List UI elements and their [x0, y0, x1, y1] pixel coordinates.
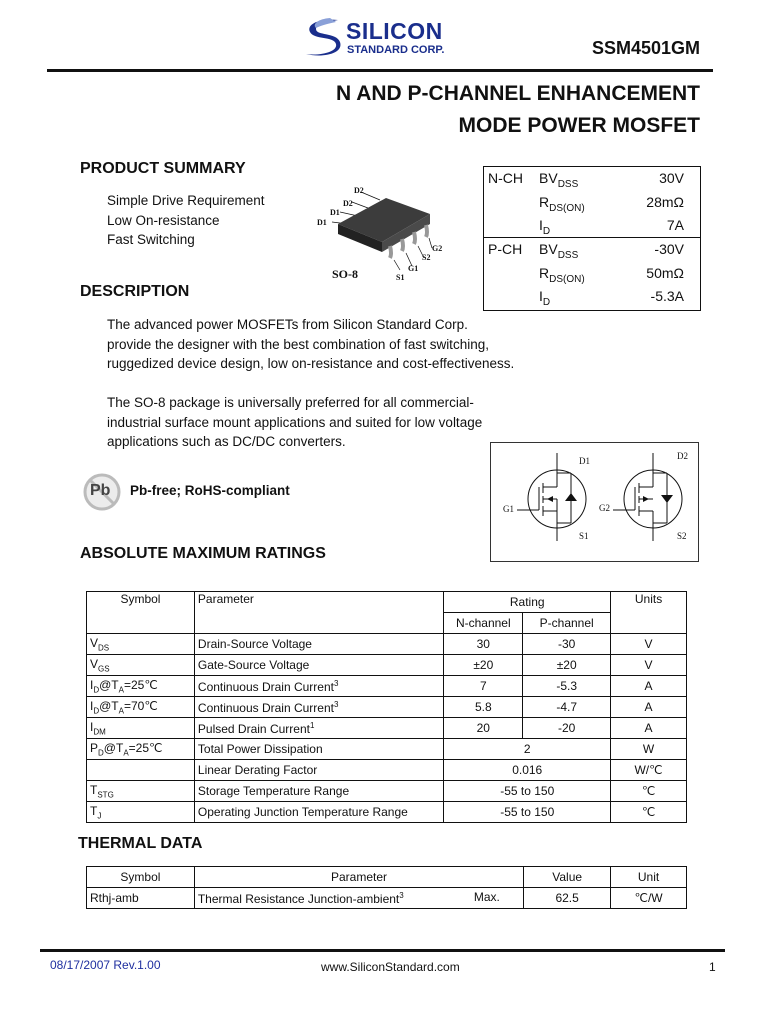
schematic-label-s1: S1	[579, 531, 589, 541]
company-logo	[300, 16, 465, 60]
thermal-table	[86, 866, 687, 909]
row-parameter: Thermal Resistance Junction-ambient$^3$ Max.	[194, 888, 523, 909]
feature-item: Low On-resistance	[107, 212, 220, 228]
row-max-label: Max.	[473, 890, 500, 904]
table-row	[87, 676, 687, 697]
pin-label: G2	[432, 244, 443, 253]
footer-date: 08/17/2007 Rev.1.00	[50, 958, 161, 972]
row-symbol: $I_{DM}$	[87, 718, 195, 739]
summary-value: -5.3A	[650, 288, 684, 304]
schematic-label-d2: D2	[677, 451, 688, 461]
text-line: industrial surface mount applications and suited for low voltage	[107, 414, 483, 430]
col-header-parameter: Parameter	[194, 592, 443, 634]
row-n-value: ±20	[444, 655, 523, 676]
col-header-parameter: Parameter	[194, 867, 523, 888]
text-line: applications such as DC/DC converters.	[107, 434, 346, 449]
pin-label: D2	[354, 186, 364, 195]
row-symbol: $T_{STG}$	[87, 781, 195, 802]
pin-label: D1	[330, 208, 340, 217]
col-header-units: Units	[611, 592, 687, 634]
row-parameter: Gate-Source Voltage	[194, 655, 443, 676]
row-parameter: Linear Derating Factor	[194, 760, 443, 781]
text-line: The SO-8 package is universally preferred for all commercial-	[107, 395, 474, 410]
channel-label: N-CH	[488, 170, 523, 186]
row-p-value: -5.3	[523, 676, 611, 697]
product-summary-table	[483, 166, 701, 311]
summary-symbol: $BV_{DSS}$	[539, 170, 579, 190]
col-header-n-channel: N-channel	[444, 613, 523, 634]
schematic-label-g1: G1	[503, 504, 514, 514]
pb-free-icon	[82, 472, 122, 512]
table-header-row	[87, 867, 687, 888]
row-symbol: $I_D@T_A=25℃$	[87, 676, 195, 697]
mosfet-schematic	[490, 442, 699, 562]
row-symbol	[87, 760, 195, 781]
schematic-label-d1: D1	[579, 456, 590, 466]
summary-value: 28mΩ	[646, 194, 684, 210]
pb-icon-text: Pb	[90, 482, 111, 499]
row-value: -55 to 150	[444, 781, 611, 802]
summary-row	[484, 265, 700, 289]
schematic-label-s2: S2	[677, 531, 687, 541]
part-number: SSM4501GM	[591, 38, 700, 58]
summary-row	[484, 170, 700, 194]
row-parameter: Pulsed Drain Current$^1$	[194, 718, 443, 739]
col-header-symbol: Symbol	[87, 867, 195, 888]
text-line: The advanced power MOSFETs from Silicon Standard Corp.	[107, 317, 468, 332]
summary-row	[484, 194, 700, 218]
summary-symbol: $I_D$	[539, 288, 551, 308]
summary-row	[484, 241, 700, 265]
footer-page-number: 1	[709, 960, 716, 974]
row-value: -55 to 150	[444, 802, 611, 823]
row-p-value: -20	[523, 718, 611, 739]
summary-symbol: $R_{DS(ON)}$	[539, 265, 585, 285]
feature-list	[107, 191, 265, 250]
table-row	[87, 781, 687, 802]
row-unit: W	[611, 739, 687, 760]
footer-url: www.SiliconStandard.com	[321, 960, 460, 974]
abs-max-heading: ABSOLUTE MAXIMUM RATINGS	[80, 545, 326, 562]
row-symbol: $V_{DS}$	[87, 634, 195, 655]
row-p-value: -4.7	[523, 697, 611, 718]
pin-label: G1	[408, 264, 419, 273]
row-unit: A	[611, 718, 687, 739]
summary-value: 30V	[659, 170, 684, 186]
row-parameter: Drain-Source Voltage	[194, 634, 443, 655]
description-heading: DESCRIPTION	[80, 283, 190, 300]
row-parameter: Continuous Drain Current$^3$	[194, 697, 443, 718]
row-symbol: Rthj-amb	[87, 888, 195, 909]
logo-main-text: SILICON	[346, 18, 443, 44]
text-line: ruggedized device design, low on-resistance and cost-effectiveness.	[107, 356, 515, 371]
product-summary-heading: PRODUCT SUMMARY	[80, 160, 246, 177]
row-p-value: -30	[523, 634, 611, 655]
row-unit: V	[611, 655, 687, 676]
logo-sub-text: STANDARD CORP.	[347, 44, 445, 56]
table-row	[87, 634, 687, 655]
pb-free-label: Pb-free; RoHS-compliant	[130, 483, 290, 498]
row-unit: ℃/W	[611, 888, 687, 909]
col-header-rating: Rating	[444, 592, 611, 613]
pin-label: S2	[422, 253, 431, 262]
row-value: 0.016	[444, 760, 611, 781]
channel-label: P-CH	[488, 241, 523, 257]
pin-label: D2	[343, 199, 353, 208]
schematic-label-g2: G2	[599, 503, 610, 513]
row-parameter: Continuous Drain Current$^3$	[194, 676, 443, 697]
row-n-value: 5.8	[444, 697, 523, 718]
row-value: 62.5	[524, 888, 611, 909]
thermal-heading: THERMAL DATA	[78, 835, 203, 852]
row-parameter: Operating Junction Temperature Range	[194, 802, 443, 823]
pin-label: S1	[396, 273, 405, 282]
row-unit: ℃	[611, 802, 687, 823]
row-unit: V	[611, 634, 687, 655]
row-unit: A	[611, 697, 687, 718]
footer-rule	[40, 949, 725, 952]
col-header-value: Value	[524, 867, 611, 888]
table-row	[87, 718, 687, 739]
description-paragraph-1	[107, 315, 514, 374]
summary-value: 7A	[666, 217, 684, 233]
page-title-line1: N AND P-CHANNEL ENHANCEMENT	[335, 82, 700, 105]
row-n-value: 30	[444, 634, 523, 655]
col-header-symbol: Symbol	[87, 592, 195, 634]
summary-value: -30V	[654, 241, 684, 257]
row-n-value: 7	[444, 676, 523, 697]
row-unit: ℃	[611, 781, 687, 802]
col-header-p-channel: P-channel	[523, 613, 611, 634]
row-parameter: Storage Temperature Range	[194, 781, 443, 802]
page-title-line2: MODE POWER MOSFET	[458, 114, 700, 137]
table-row	[87, 655, 687, 676]
table-row	[87, 760, 687, 781]
summary-symbol: $R_{DS(ON)}$	[539, 194, 585, 214]
feature-item: Fast Switching	[107, 232, 195, 247]
table-row	[87, 697, 687, 718]
header-rule	[47, 69, 713, 72]
row-symbol: $V_{GS}$	[87, 655, 195, 676]
row-n-value: 20	[444, 718, 523, 739]
table-header-row	[87, 592, 687, 613]
row-symbol: $I_D@T_A=70℃$	[87, 697, 195, 718]
row-p-value: ±20	[523, 655, 611, 676]
table-row	[87, 739, 687, 760]
row-symbol: $P_D@T_A=25℃$	[87, 739, 195, 760]
row-value: 2	[444, 739, 611, 760]
description-paragraph-2	[107, 393, 482, 452]
col-header-unit: Unit	[611, 867, 687, 888]
summary-symbol: $BV_{DSS}$	[539, 241, 579, 261]
row-symbol: $T_J$	[87, 802, 195, 823]
summary-row	[484, 288, 700, 312]
text-line: provide the designer with the best combination of fast switching,	[107, 336, 489, 352]
package-label: SO-8	[332, 267, 359, 281]
summary-value: 50mΩ	[646, 265, 684, 281]
row-unit: W/℃	[611, 760, 687, 781]
summary-symbol: $I_D$	[539, 217, 551, 237]
table-row	[87, 888, 687, 909]
table-row	[87, 802, 687, 823]
so8-package-image	[314, 180, 454, 285]
row-parameter: Total Power Dissipation	[194, 739, 443, 760]
summary-divider	[484, 237, 700, 238]
feature-item: Simple Drive Requirement	[107, 193, 265, 208]
row-unit: A	[611, 676, 687, 697]
abs-max-table	[86, 591, 687, 823]
pin-label: D1	[317, 218, 327, 227]
